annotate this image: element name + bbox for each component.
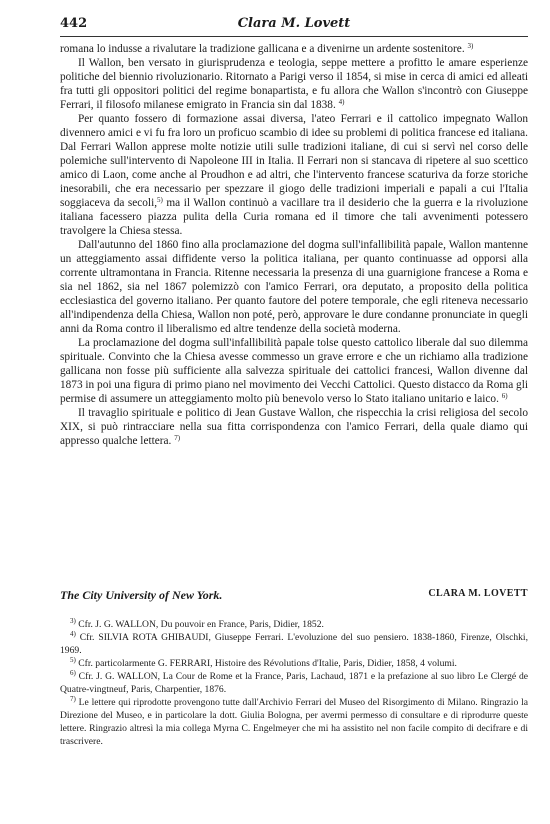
page-header bbox=[60, 14, 528, 37]
footnote-ref: 7) bbox=[174, 434, 181, 442]
footnote: $^{6)}$ Cfr. J. G. WALLON, La Cour de Rome et la France, Paris, Lachaud, 1871 e la prefazione al suo libro Le Clergé de Quatre-vingtneuf, Paris, Charpentier, 1876. bbox=[60, 669, 528, 695]
footnote-ref: 3) bbox=[467, 42, 474, 50]
footnote: $^{7)}$ Le lettere qui riprodotte provengono tutte dall'Archivio Ferrari del Museo del Risorgimento di Milano. Ringrazio la Direzione del Museo, e in particolare la dott. Giulia Bologna, per avermi permesso di consultare e di riprodurre queste lettere. Ringrazio altresì la mia collega Myrna C. Engelmeyer che mi ha assistito nel non facile compito di decifrare e di trascrivere. bbox=[60, 695, 528, 747]
signature-line bbox=[60, 588, 528, 603]
running-title: Clara M. Lovett bbox=[237, 16, 351, 31]
footnote-ref: 4) bbox=[338, 98, 345, 106]
footnote-ref: 6) bbox=[501, 392, 508, 400]
author-signature: CLARA M. LOVETT bbox=[428, 588, 528, 599]
paragraph: Dall'autunno del 1860 fino alla proclamazione del dogma sull'infallibilità papale, Wallon mantenne un atteggiamento assai diffidente verso la politica italiana, per quanto continuasse ad opporsi alla corrente ultramontana in Francia. Ritenne necessaria la presenza di una guarnigione francese a Roma e sia nel 1862, sia nel 1867 polemizzò con l'amico Ferrari, ora deputato, a proposito della politica ecclesiastica del governo italiano. Per quanto fautore del potere temporale, che egli riteneva necessario all'indipendenza della Chiesa, Wallon non poté, però, approvare le dure condanne pronunciate in quegli anni da Roma contro il liberalismo ed altre tendenze della società moderna. bbox=[60, 239, 528, 335]
paragraph: Per quanto fossero di formazione assai diversa, l'ateo Ferrari e il cattolico impegnato Wallon divennero amici e vi fu fra loro un proficuo scambio di idee su problemi di politica francese ed italiana. Dal Ferrari Wallon apprese molte notizie utili sulle tradizioni italiane, di cui si servì nel corso delle polemiche sull'intervento di Napoleone III in Italia. Il Ferrari non si stancava di ripetere al suo scettico amico di Laon, come anche al Proudhon e ad altri, che l'intervento francese scaturiva da forze storiche inesorabili, che era necessario per spezzare il giogo delle tradizioni imperiali e papali a cui l'Italia soggiaceva da secoli,$^{5)}$ ma il Wallon continuò a vacillare tra il desiderio che la guerra e la rivoluzione italiana facessero piazza pulita della Curia romana ed il timore che tali avvenimenti potessero travolgere la Chiesa stessa. bbox=[60, 113, 528, 237]
paragraph: Il Wallon, ben versato in giurisprudenza e teologia, seppe mettere a profitto le amare esperienze politiche del biennio rivoluzionario. Ritornato a Parigi verso il 1854, si mise in cerca di amici ed alleati fra tutti gli oppositori politici del regime bonapartista, e fu allora che Wallon s'incontrò con Giuseppe Ferrari, il filosofo milanese emigrato in Francia sin dal 1838. $^{4)}$ bbox=[60, 57, 528, 111]
article-body bbox=[60, 42, 528, 448]
paragraph: Il travaglio spirituale e politico di Jean Gustave Wallon, che rispecchia la crisi religiosa del secolo XIX, si può rintracciare nella sua fitta corrispondenza con l'amico Ferrari, della quale diamo qui appresso qualche lettera. $^{7)}$ bbox=[60, 407, 528, 447]
footnote: $^{3)}$ Cfr. J. G. WALLON, Du pouvoir en France, Paris, Didier, 1852. bbox=[70, 617, 324, 630]
paragraph: La proclamazione del dogma sull'infallibilità papale tolse questo cattolico liberale dal suo dilemma spirituale. Convinto che la Chiesa avesse commesso un grave errore e che un richiamo alla tradizione gallicana non fosse più sufficiente alla salvezza spirituale dei cattolici francesi, Wallon divenne dal 1873 in poi una figura di primo piano nel movimento dei Vecchi Cattolici. Questo distacco da Roma gli permise di assumere un atteggiamento molto più benevolo verso lo Stato italiano unitario e laico. $^{6)}$ bbox=[60, 337, 528, 405]
paragraph: romana lo indusse a rivalutare la tradizione gallicana e a divenirne un ardente sostenitore. $^{3)}$ bbox=[60, 42, 474, 55]
footnote: $^{4)}$ Cfr. SILVIA ROTA GHIBAUDI, Giuseppe Ferrari. L'evoluzione del suo pensiero. 1838-1860, Firenze, Olschki, 1969. bbox=[60, 630, 528, 656]
footnotes bbox=[60, 618, 528, 748]
institution: The City University of New York. bbox=[60, 588, 223, 602]
page-number: 442 bbox=[60, 16, 88, 31]
footnote: $^{5)}$ Cfr. particolarmente G. FERRARI, Histoire des Révolutions d'Italie, Paris, Didier, 1858, 4 volumi. bbox=[70, 656, 457, 669]
footnote-ref: 5) bbox=[157, 196, 163, 204]
